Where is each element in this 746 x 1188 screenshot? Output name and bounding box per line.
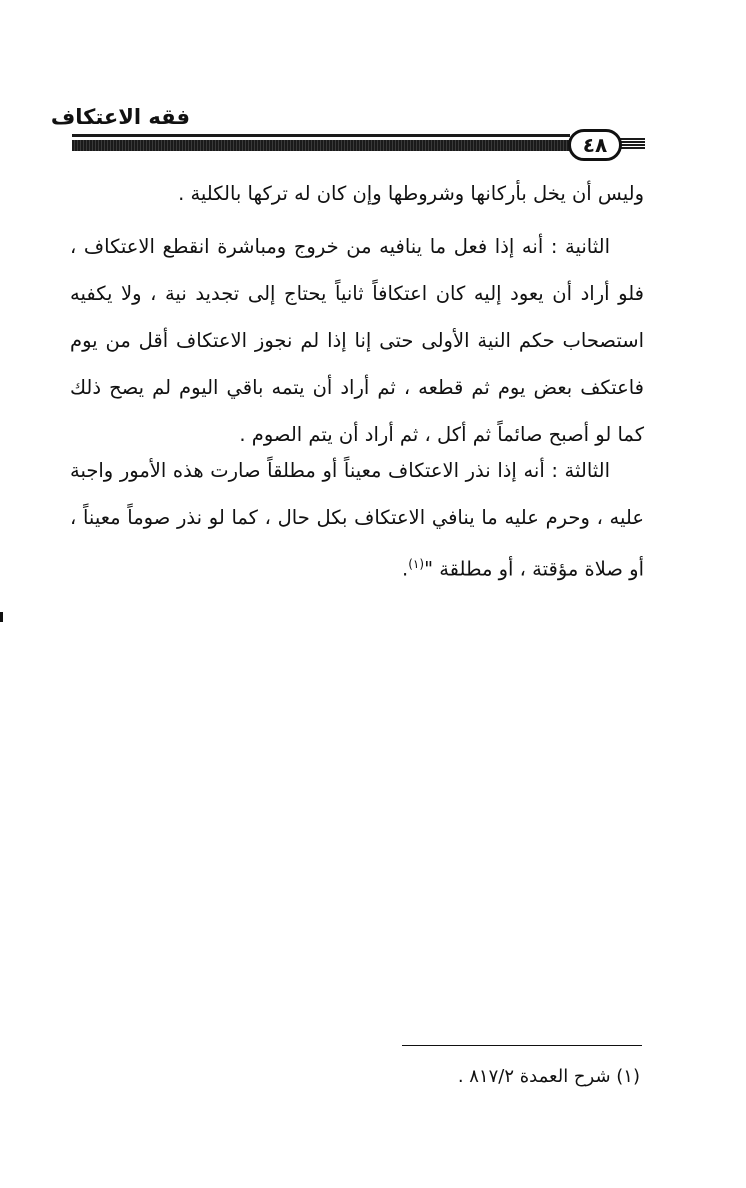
- body-text-second: [70, 223, 644, 458]
- body-text: [70, 170, 644, 217]
- page-number: ٤٨: [568, 129, 622, 161]
- paragraph-3-end: .: [402, 557, 409, 581]
- header-rule-thick: [72, 140, 570, 151]
- running-title: فقه الاعتكاف: [50, 105, 190, 129]
- paragraph-3: [70, 447, 644, 593]
- footnote: (١) شرح العمدة ٨١٧/٢ .: [457, 1066, 640, 1087]
- footnote-reference: (١): [408, 557, 425, 571]
- paragraph-1: وليس أن يخل بأركانها وشروطها وإن كان له تركها بالكلية .: [178, 182, 644, 205]
- footnote-rule: [402, 1045, 642, 1046]
- margin-mark: [0, 612, 3, 622]
- header-rule-thin: [72, 134, 570, 137]
- body-text-third: [70, 447, 644, 593]
- paragraph-3-text: الثالثة : أنه إذا نذر الاعتكاف معيناً أو مطلقاً صارت هذه الأمور واجبة عليه ، وحرم عليه ما ينافي الاعتكاف بكل حال ، كما لو نذر صوماً معيناً ، أو صلاة مؤقتة ، أو مطلقة ": [70, 459, 644, 581]
- paragraph-2: الثانية : أنه إذا فعل ما ينافيه من خروج ومباشرة انقطع الاعتكاف ، فلو أراد أن يعود إليه كان اعتكافاً ثانياً يحتاج إلى تجديد نية ، ولا يكفيه استصحاب حكم النية الأولى حتى إنا إذا لم نجوز الاعتكاف أقل من يوم فاعتكف بعض يوم ثم قطعه ، ثم أراد أن يتمه باقي اليوم لم يصح ذلك كما لو أصبح صائماً ثم أكل ، ثم أراد أن يتم الصوم .: [70, 235, 644, 446]
- header-rule-right: [620, 138, 645, 150]
